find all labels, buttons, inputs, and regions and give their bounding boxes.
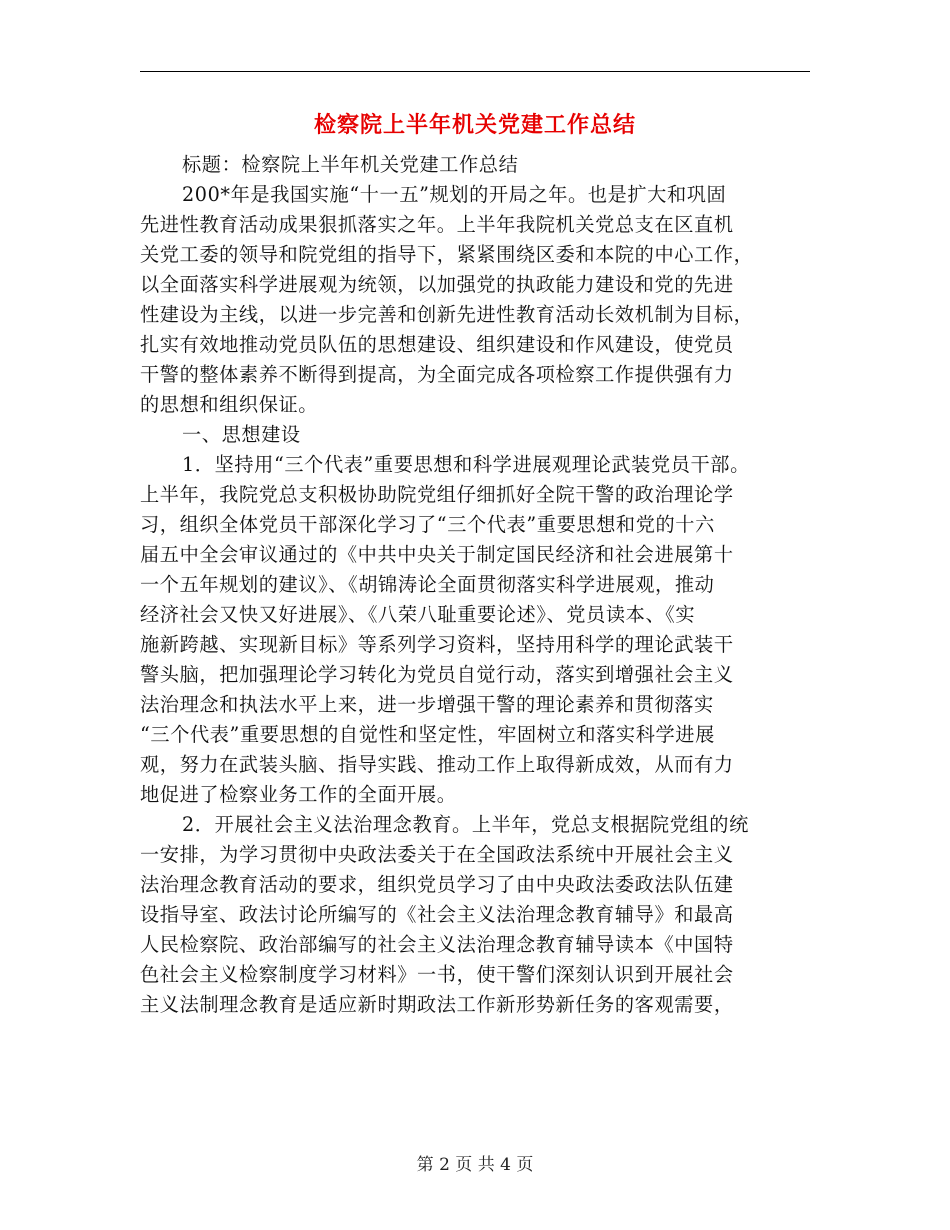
- paragraph-line: 警头脑，把加强理论学习转化为党员自觉行动，落实到增强社会主义: [140, 663, 734, 686]
- paragraph-line: 法治理念教育活动的要求，组织党员学习了由中央政法委政法队伍建: [140, 873, 734, 896]
- paragraph-line: 设指导室、政法讨论所编写的《社会主义法治理念教育辅导》和最高: [140, 903, 734, 926]
- paragraph-line: 习，组织全体党员干部深化学习了“三个代表”重要思想和党的十六: [140, 513, 715, 536]
- paragraph-line: 人民检察院、政治部编写的社会主义法治理念教育辅导读本《中国特: [140, 933, 734, 956]
- paragraph-line: 扎实有效地推动党员队伍的思想建设、组织建设和作风建设，使党员: [140, 333, 734, 356]
- paragraph-line: 届五中全会审议通过的《中共中央关于制定国民经济和社会进展第十: [140, 543, 734, 566]
- paragraph-line: 200*年是我国实施“十一五”规划的开局之年。也是扩大和巩固: [182, 183, 727, 206]
- paragraph-line: 以全面落实科学进展观为统领，以加强党的执政能力建设和党的先进: [140, 273, 734, 296]
- document-title: 检察院上半年机关党建工作总结: [313, 112, 636, 138]
- paragraph-line: 2．开展社会主义法治理念教育。上半年，党总支根据院党组的统: [182, 813, 749, 836]
- paragraph-line: 一个五年规划的建议》、《胡锦涛论全面贯彻落实科学进展观，推动: [140, 573, 715, 596]
- paragraph-line: 主义法制理念教育是适应新时期政法工作新形势新任务的客观需要，: [140, 993, 734, 1016]
- paragraph-line: 先进性教育活动成果狠抓落实之年。上半年我院机关党总支在区直机: [140, 213, 734, 236]
- paragraph-line: 一安排，为学习贯彻中央政法委关于在全国政法系统中开展社会主义: [140, 843, 734, 866]
- paragraph-line: 地促进了检察业务工作的全面开展。: [140, 783, 457, 806]
- paragraph-line: 经济社会又快又好进展》、《八荣八耻重要论述》、党员读本、《实: [140, 603, 696, 626]
- paragraph-line: 观，努力在武装头脑、指导实践、推动工作上取得新成效，从而有力: [140, 753, 734, 776]
- page-number: 第 2 页 共 4 页: [416, 1155, 534, 1175]
- section-heading: 一、思想建设: [182, 423, 301, 446]
- paragraph-line: “三个代表”重要思想的自觉性和坚定性，牢固树立和落实科学进展: [140, 723, 715, 746]
- paragraph-line: 上半年，我院党总支积极协助院党组仔细抓好全院干警的政治理论学: [140, 483, 734, 506]
- paragraph-line: 的思想和组织保证。: [140, 393, 319, 416]
- paragraph-line: 法治理念和执法水平上来，进一步增强干警的理论素养和贯彻落实: [140, 693, 714, 716]
- paragraph-line: 色社会主义检察制度学习材料》一书，使干警们深刻认识到开展社会: [140, 963, 734, 986]
- paragraph-line: 施新跨越、实现新目标》等系列学习资料，坚持用科学的理论武装干: [140, 633, 734, 656]
- paragraph-line: 1．坚持用“三个代表”重要思想和科学进展观理论武装党员干部。: [182, 453, 750, 476]
- document-body: [140, 150, 810, 1020]
- paragraph-line: 关党工委的领导和院党组的指导下，紧紧围绕区委和本院的中心工作，: [140, 243, 754, 266]
- header-rule: [140, 71, 810, 72]
- paragraph-line: 标题：检察院上半年机关党建工作总结: [182, 153, 519, 176]
- paragraph-line: 干警的整体素养不断得到提高，为全面完成各项检察工作提供强有力: [140, 363, 734, 386]
- paragraph-line: 性建设为主线，以进一步完善和创新先进性教育活动长效机制为目标，: [140, 303, 754, 326]
